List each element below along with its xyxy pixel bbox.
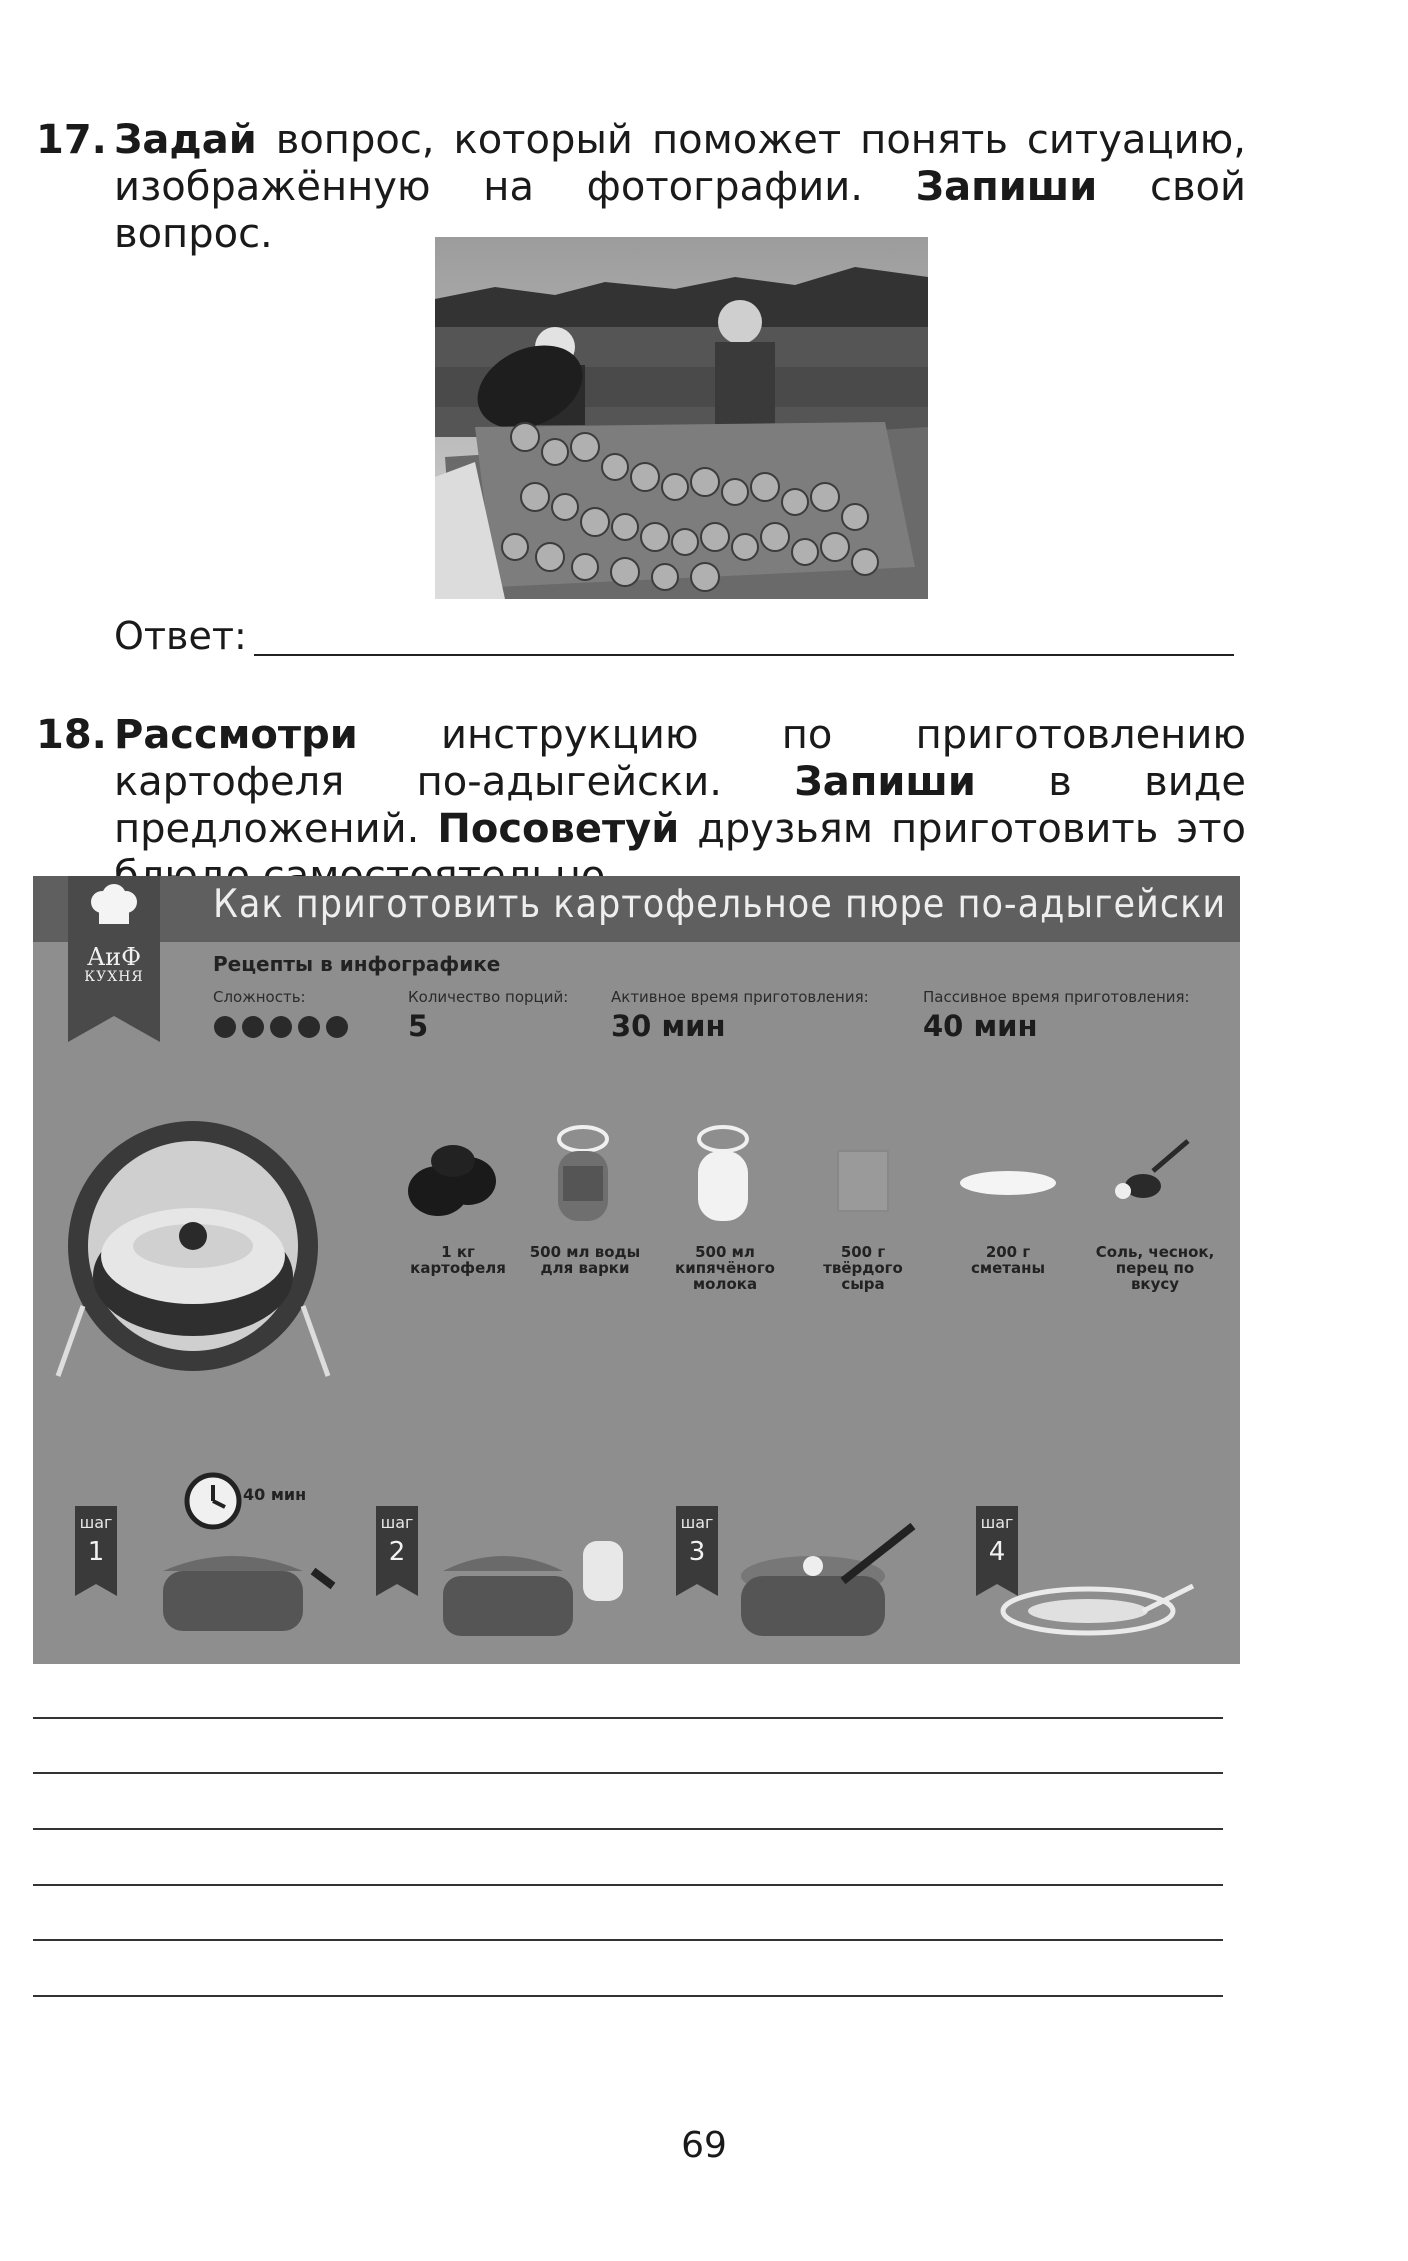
answer-label: Ответ: [114,614,247,658]
ingredient-label: 500 мл воды для варки [529,1243,641,1277]
ingredient-label: 1 кг картофеля [410,1243,506,1277]
ingredient-label: 500 мл кипячёного молока [675,1243,775,1293]
task-number: 17. [36,117,107,163]
writing-line[interactable] [33,1717,1223,1719]
pot-with-milk-icon [433,1481,633,1651]
portions-label: Количество порций: [408,988,569,1006]
task-verb: Запиши [794,759,976,805]
task-text-part: в виде предложений. [114,759,1246,852]
portions-value: 5 [408,1009,429,1043]
writing-line[interactable] [33,1995,1223,1997]
step-number: 4 [988,1537,1006,1567]
task-verb: Задай [114,117,257,163]
puree-bowl-icon [43,1106,363,1386]
infographic-title: Как приготовить картофельное пюре по-адыгейски [213,882,1227,927]
active-time-value: 30 мин [611,1009,726,1043]
writing-line[interactable] [33,1828,1223,1830]
plate-with-puree-icon [993,1566,1203,1646]
timer-label: 40 мин [243,1485,307,1504]
recipe-infographic [33,876,1240,1664]
ingredient-label: 500 г твёрдого сыра [823,1243,903,1293]
answer-line[interactable] [254,654,1234,656]
answer-row [114,614,1234,666]
pot-with-masher-icon [733,1486,933,1656]
writing-line[interactable] [33,1772,1223,1774]
task-verb: Рассмотри [114,712,358,758]
brand-name: АиФ [86,943,142,971]
task-number: 18. [36,712,107,758]
step-word: шаг [380,1513,414,1532]
brand-sub: КУХНЯ [84,969,144,985]
ingredient-label: Соль, чеснок, перец по вкусу [1095,1243,1215,1293]
task-text-part: друзьям приготовить это [697,806,1246,852]
task-18 [36,712,1246,900]
task-text [114,712,1246,900]
water-jar-icon [543,1121,623,1231]
task-text-part: инструкцию по приготовлению картофеля по-адыгейски. [114,712,1246,805]
step-number: 2 [388,1537,406,1567]
writing-line[interactable] [33,1884,1223,1886]
brand-badge [68,876,160,1042]
potato-icon [403,1136,503,1226]
step-word: шаг [79,1513,113,1532]
step-number: 3 [688,1537,706,1567]
step-word: шаг [980,1513,1014,1532]
sour-cream-icon [953,1161,1063,1211]
infographic-subtitle: Рецепты в инфографике [213,952,501,976]
passive-time-value: 40 мин [923,1009,1038,1043]
difficulty-hats-icon [211,1012,361,1042]
page-number: 69 [681,2125,727,2166]
spices-icon [1098,1131,1208,1221]
task-verb: Запиши [915,164,1098,210]
task-verb: Посоветуй [437,806,680,852]
ingredient-label: 200 г сметаны [970,1243,1046,1277]
writing-line[interactable] [33,1939,1223,1941]
difficulty-label: Сложность: [213,988,306,1006]
task-text-part: вопрос, который поможет понять ситуацию, изображённую на фотографии. [114,117,1246,210]
active-time-label: Активное время приготовления: [611,988,869,1006]
cheese-icon [823,1131,903,1231]
milk-jar-icon [683,1121,763,1231]
step-word: шаг [680,1513,714,1532]
task-text-part: свой вопрос. [114,164,1246,257]
passive-time-label: Пассивное время приготовления: [923,988,1190,1006]
harvest-photo [435,237,928,599]
step-number: 1 [87,1537,105,1567]
